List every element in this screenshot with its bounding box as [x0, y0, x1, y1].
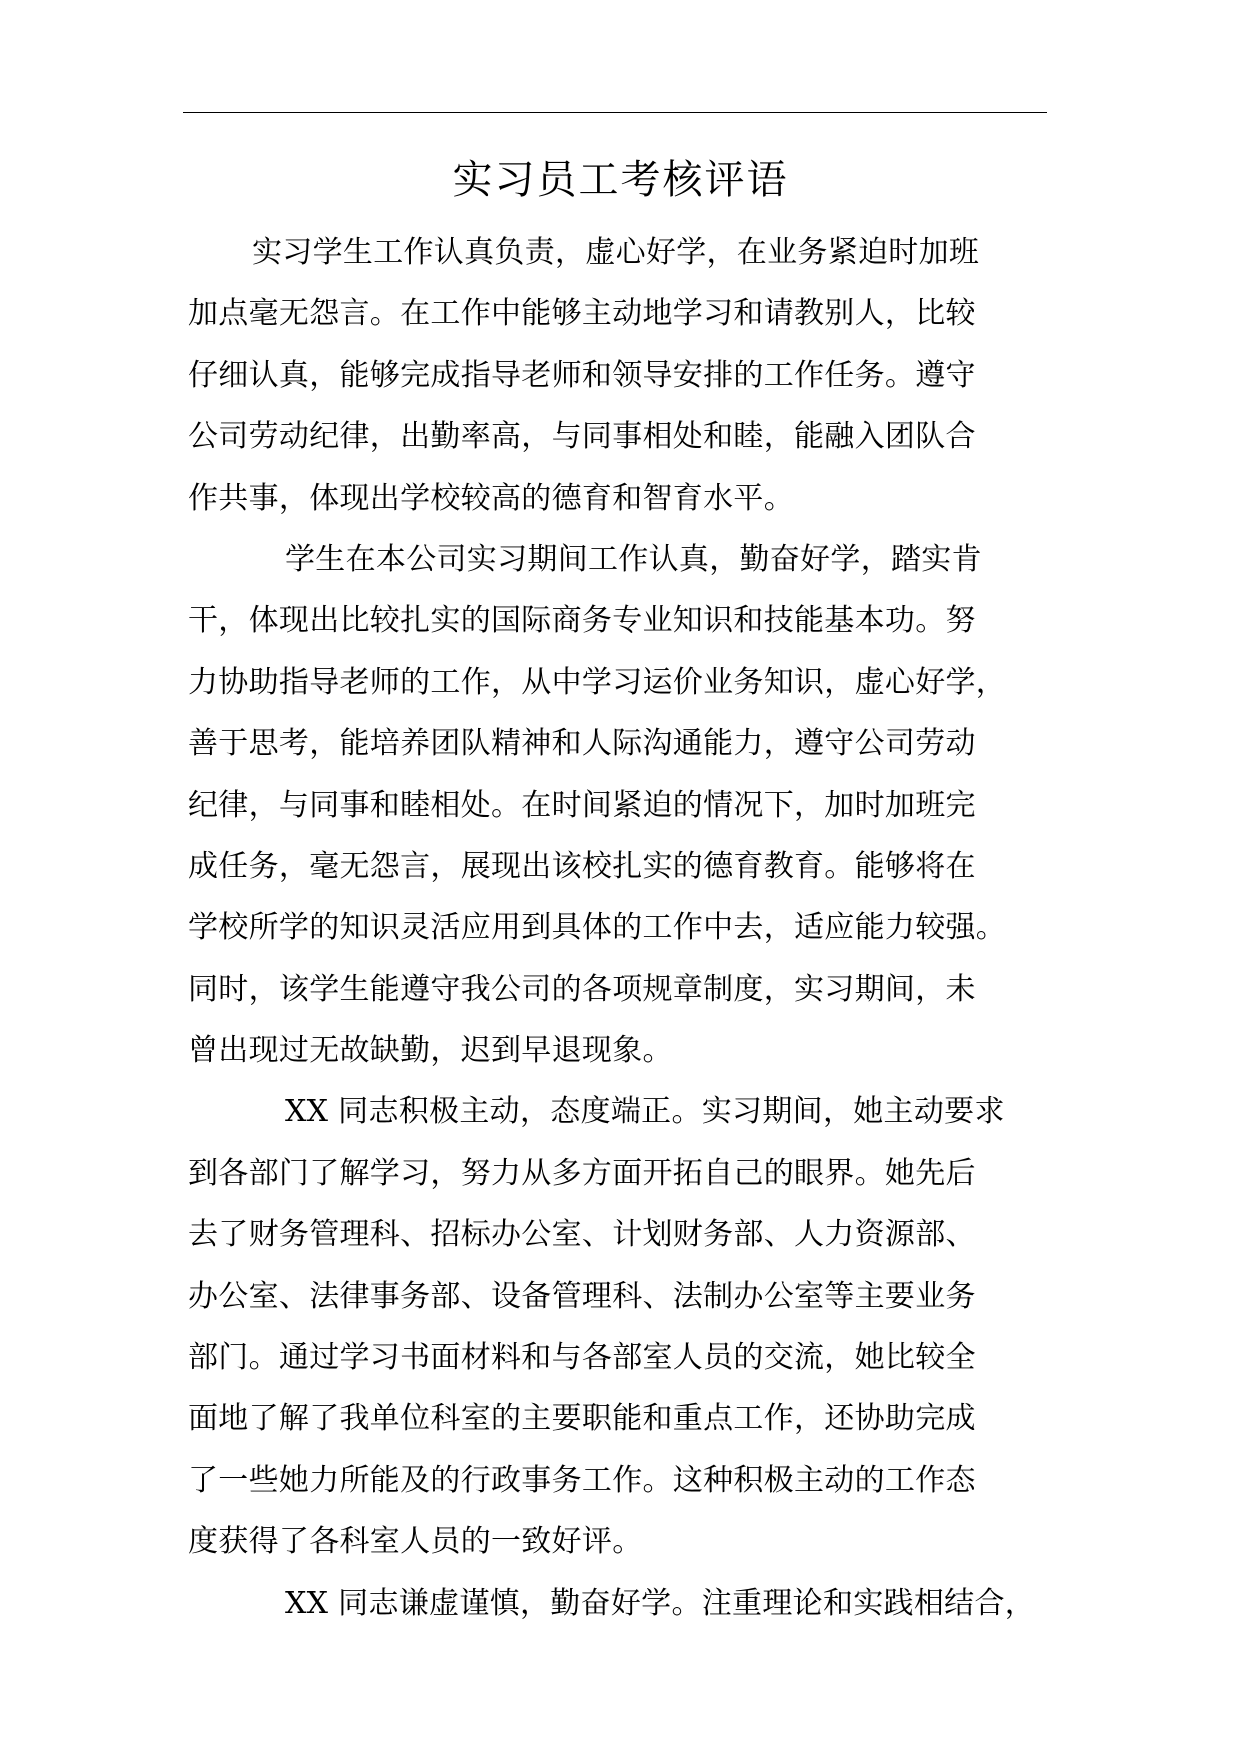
text-line: 加点毫无怨言。在工作中能够主动地学习和请教别人，比较 — [188, 296, 976, 332]
paragraph — [188, 1081, 1052, 1572]
text-line: 善于思考，能培养团队精神和人际沟通能力，遵守公司劳动 — [188, 726, 976, 762]
text-line: 同时，该学生能遵守我公司的各项规章制度，实习期间，未 — [188, 971, 976, 1007]
text-line: 部门。通过学习书面材料和与各部室人员的交流，她比较全 — [188, 1340, 976, 1376]
document-title: 实习员工考核评语 — [452, 157, 789, 203]
text-line: 作共事，体现出学校较高的德育和智育水平。 — [188, 480, 794, 516]
text-line: 力协助指导老师的工作，从中学习运价业务知识，虚心好学， — [188, 664, 1007, 700]
text-line: 纪律，与同事和睦相处。在时间紧迫的情况下，加时加班完 — [188, 787, 976, 823]
paragraph — [188, 222, 1052, 529]
text-line: 了一些她力所能及的行政事务工作。这种积极主动的工作态 — [188, 1462, 976, 1498]
text-line: 曾出现过无故缺勤，迟到早退现象。 — [188, 1033, 673, 1069]
text-line: 面地了解了我单位科室的主要职能和重点工作，还协助完成 — [188, 1401, 976, 1437]
text-line: XX 同志积极主动，态度端正。实习期间，她主动要求 — [285, 1094, 1005, 1130]
text-line: 公司劳动纪律，出勤率高，与同事相处和睦，能融入团队合 — [188, 419, 976, 455]
text-line: 学生在本公司实习期间工作认真，勤奋好学，踏实肯 — [285, 541, 982, 577]
document-body — [188, 222, 1052, 1634]
text-line: 学校所学的知识灵活应用到具体的工作中去，适应能力较强。 — [188, 910, 1007, 946]
header-rule — [183, 112, 1047, 113]
text-line: XX 同志谦虚谨慎，勤奋好学。注重理论和实践相结合， — [285, 1585, 1036, 1621]
text-line: 到各部门了解学习，努力从多方面开拓自己的眼界。她先后 — [188, 1155, 976, 1191]
text-line: 成任务，毫无怨言，展现出该校扎实的德育教育。能够将在 — [188, 848, 976, 884]
paragraph — [188, 1573, 1052, 1634]
paragraph — [188, 529, 1052, 1082]
text-line: 去了财务管理科、招标办公室、计划财务部、人力资源部、 — [188, 1217, 976, 1253]
text-line: 实习学生工作认真负责，虚心好学，在业务紧迫时加班 — [252, 235, 980, 270]
text-line: 干，体现出比较扎实的国际商务专业知识和技能基本功。努 — [188, 603, 976, 639]
text-line: 办公室、法律事务部、设备管理科、法制办公室等主要业务 — [188, 1278, 976, 1314]
text-line: 仔细认真，能够完成指导老师和领导安排的工作任务。遵守 — [188, 357, 976, 393]
text-line: 度获得了各科室人员的一致好评。 — [188, 1524, 643, 1560]
